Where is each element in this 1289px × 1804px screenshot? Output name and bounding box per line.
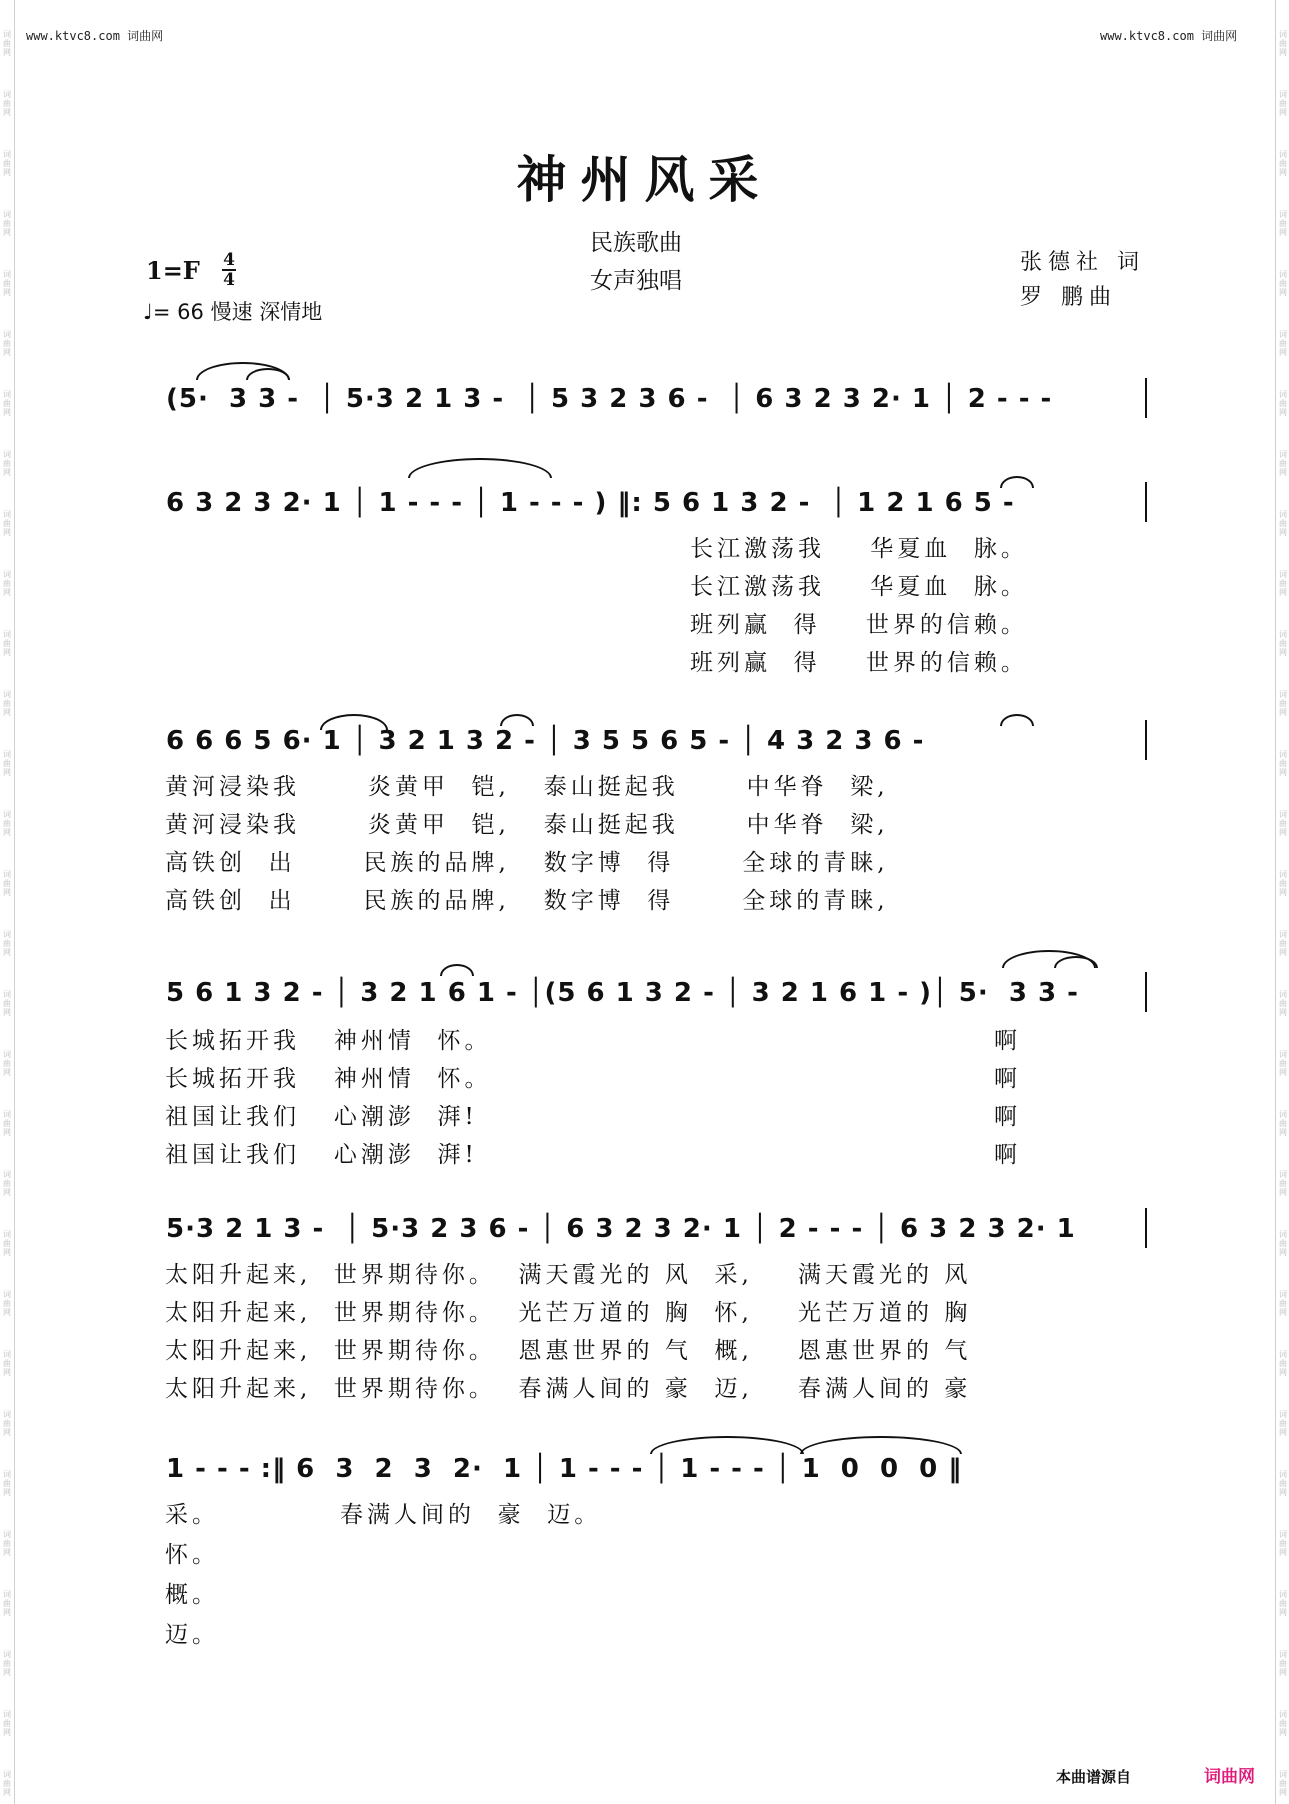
- row2-lyric-4: 班列赢 得 世界的信赖。: [690, 650, 1028, 676]
- margin-watermark-text: 词曲网: [1279, 1770, 1287, 1797]
- row5-lyric-1: 太阳升起来, 世界期待你。 满天霞光的 风 采, 满天霞光的 风: [165, 1262, 972, 1288]
- margin-watermark-text: 词曲网: [3, 330, 11, 357]
- slur-row3-a: [320, 714, 388, 730]
- margin-watermark-text: 词曲网: [1279, 30, 1287, 57]
- margin-watermark-text: 词曲网: [1279, 450, 1287, 477]
- row3-lyric-1: 黄河浸染我 炎黄甲 铠, 泰山挺起我 中华脊 梁,: [165, 774, 889, 800]
- score-row-2-notes: 6 3 2 3 2· 1 │ 1 - - - │ 1 - - - ) ‖: 5 6 1 3 2 - │ 1 2 1 6 5 -: [166, 488, 1015, 518]
- margin-watermark-text: 词曲网: [3, 630, 11, 657]
- margin-watermark-text: 词曲网: [3, 1050, 11, 1077]
- score-row-5-notes: 5·3 2 1 3 - │ 5·3 2 3 6 - │ 6 3 2 3 2· 1 │ 2 - - - │ 6 3 2 3 2· 1: [166, 1214, 1076, 1244]
- margin-watermark-text: 词曲网: [1279, 1410, 1287, 1437]
- margin-watermark-text: 词曲网: [1279, 990, 1287, 1017]
- margin-watermark-text: 词曲网: [1279, 330, 1287, 357]
- row6-lyric-4: 迈。: [165, 1622, 219, 1648]
- margin-watermark-text: 词曲网: [3, 510, 11, 537]
- margin-watermark-text: 词曲网: [3, 1530, 11, 1557]
- row4-lyric-1: 长城拓开我 神州情 怀。: [165, 1028, 492, 1054]
- margin-watermark-text: 词曲网: [3, 90, 11, 117]
- slur-row4-a: [440, 964, 474, 976]
- song-title: 神州风采: [516, 150, 773, 209]
- margin-watermark-text: 词曲网: [3, 1590, 11, 1617]
- margin-watermark-text: 词曲网: [1279, 870, 1287, 897]
- margin-watermark-text: 词曲网: [3, 930, 11, 957]
- score-row-1-notes: (5· 3 3 - │ 5·3 2 1 3 - │ 5 3 2 3 6 - │ 6 3 2 3 2· 1 │ 2 - - -: [166, 384, 1053, 414]
- row4-lyric-2: 长城拓开我 神州情 怀。: [165, 1066, 492, 1092]
- song-performance: 女声独唱: [590, 268, 682, 294]
- margin-watermark-text: 词曲网: [1279, 1470, 1287, 1497]
- score-row-3-notes: 6 6 6 5 6· 1 │ 3 2 1 3 2 - │ 3 5 5 6 5 - │ 4 3 2 3 6 -: [166, 726, 925, 756]
- row3-lyric-2: 黄河浸染我 炎黄甲 铠, 泰山挺起我 中华脊 梁,: [165, 812, 889, 838]
- margin-watermark-text: 词曲网: [3, 270, 11, 297]
- margin-watermark-text: 词曲网: [1279, 270, 1287, 297]
- left-watermark-strip: [0, 0, 15, 1804]
- row5-lyric-4: 太阳升起来, 世界期待你。 春满人间的 豪 迈, 春满人间的 豪: [165, 1376, 972, 1402]
- row3-lyric-3: 高铁创 出 民族的品牌, 数字博 得 全球的青睐,: [165, 850, 889, 876]
- row2-lyric-2: 长江激荡我 华夏血 脉。: [690, 574, 1028, 600]
- margin-watermark-text: 词曲网: [1279, 1350, 1287, 1377]
- margin-watermark-text: 词曲网: [3, 1110, 11, 1137]
- row4-lyric-3: 祖国让我们 心潮澎 湃!: [165, 1104, 478, 1130]
- margin-watermark-text: 词曲网: [1279, 1650, 1287, 1677]
- margin-watermark-text: 词曲网: [3, 870, 11, 897]
- barline-row3-end: [1145, 720, 1147, 760]
- header-url-left[interactable]: [26, 27, 163, 44]
- margin-watermark-text: 词曲网: [1279, 690, 1287, 717]
- key-signature: 1=F: [146, 256, 200, 285]
- margin-watermark-text: 词曲网: [1279, 930, 1287, 957]
- margin-watermark-text: 词曲网: [3, 750, 11, 777]
- row6-lyric-3: 概。: [165, 1582, 219, 1608]
- header-url-left-cn: 词曲网: [127, 29, 164, 43]
- slur-row3-b: [500, 714, 534, 726]
- header-url-right-text: www.ktvc8.com: [1100, 29, 1194, 43]
- score-row-4-notes: 5 6 1 3 2 - │ 3 2 1 6 1 - │(5 6 1 3 2 - │ 3 2 1 6 1 - )│ 5· 3 3 -: [166, 978, 1079, 1008]
- row4-ah-1: 啊: [994, 1028, 1021, 1054]
- row5-lyric-2: 太阳升起来, 世界期待你。 光芒万道的 胸 怀, 光芒万道的 胸: [165, 1300, 972, 1326]
- time-signature: [222, 252, 236, 288]
- row4-ah-4: 啊: [994, 1142, 1021, 1168]
- slur-row2-16: [1000, 476, 1034, 488]
- margin-watermark-text: 词曲网: [1279, 1230, 1287, 1257]
- margin-watermark-text: 词曲网: [1279, 1110, 1287, 1137]
- slur-row2-tie: [408, 458, 552, 478]
- row4-ah-3: 啊: [994, 1104, 1021, 1130]
- slur-row6-b: [800, 1436, 962, 1454]
- margin-watermark-text: 词曲网: [1279, 1170, 1287, 1197]
- barline-row1-end: [1145, 378, 1147, 418]
- margin-watermark-text: 词曲网: [1279, 1050, 1287, 1077]
- row6-end-lyric: 春满人间的 豪 迈。: [340, 1502, 602, 1528]
- margin-watermark-text: 词曲网: [3, 1170, 11, 1197]
- margin-watermark-text: 词曲网: [1279, 210, 1287, 237]
- margin-watermark-text: 词曲网: [3, 1650, 11, 1677]
- margin-watermark-text: 词曲网: [1279, 1290, 1287, 1317]
- margin-watermark-text: 词曲网: [3, 1770, 11, 1797]
- margin-watermark-text: 词曲网: [1279, 810, 1287, 837]
- margin-watermark-text: 词曲网: [1279, 390, 1287, 417]
- header-url-left-text: www.ktvc8.com: [26, 29, 120, 43]
- song-genre: 民族歌曲: [590, 230, 682, 256]
- margin-watermark-text: 词曲网: [3, 1350, 11, 1377]
- row4-ah-2: 啊: [994, 1066, 1021, 1092]
- slur-row6-a: [650, 1436, 804, 1454]
- row4-lyric-4: 祖国让我们 心潮澎 湃!: [165, 1142, 478, 1168]
- row3-lyric-4: 高铁创 出 民族的品牌, 数字博 得 全球的青睐,: [165, 888, 889, 914]
- right-watermark-strip: [1275, 0, 1289, 1804]
- barline-row2-end: [1145, 482, 1147, 522]
- margin-watermark-text: 词曲网: [3, 810, 11, 837]
- margin-watermark-text: 词曲网: [3, 1710, 11, 1737]
- barline-row5-end: [1145, 1208, 1147, 1248]
- slur-row3-c: [1000, 714, 1034, 726]
- barline-row4-end: [1145, 972, 1147, 1012]
- composer-credit: 罗 鹏曲: [1020, 285, 1117, 310]
- footer-source-label: 本曲谱源自: [1056, 1768, 1132, 1786]
- margin-watermark-text: 词曲网: [3, 690, 11, 717]
- margin-watermark-text: 词曲网: [3, 1470, 11, 1497]
- margin-watermark-text: 词曲网: [3, 570, 11, 597]
- margin-watermark-text: 词曲网: [3, 450, 11, 477]
- row2-lyric-1: 长江激荡我 华夏血 脉。: [690, 536, 1028, 562]
- header-url-right-cn: 词曲网: [1201, 29, 1238, 43]
- margin-watermark-text: 词曲网: [3, 1290, 11, 1317]
- row2-lyric-3: 班列赢 得 世界的信赖。: [690, 612, 1028, 638]
- margin-watermark-text: 词曲网: [1279, 150, 1287, 177]
- tempo-marking: ♩= 66 慢速 深情地: [143, 300, 323, 324]
- lyricist-credit: 张德社 词: [1020, 250, 1145, 275]
- margin-watermark-text: 词曲网: [1279, 1590, 1287, 1617]
- margin-watermark-text: 词曲网: [1279, 90, 1287, 117]
- margin-watermark-text: 词曲网: [3, 390, 11, 417]
- margin-watermark-text: 词曲网: [1279, 630, 1287, 657]
- margin-watermark-text: 词曲网: [1279, 1710, 1287, 1737]
- margin-watermark-text: 词曲网: [3, 990, 11, 1017]
- row5-lyric-3: 太阳升起来, 世界期待你。 恩惠世界的 气 概, 恩惠世界的 气: [165, 1338, 972, 1364]
- header-url-right[interactable]: [1100, 27, 1237, 44]
- margin-watermark-text: 词曲网: [1279, 750, 1287, 777]
- margin-watermark-text: 词曲网: [3, 210, 11, 237]
- time-bottom: 4: [223, 270, 235, 290]
- margin-watermark-text: 词曲网: [1279, 1530, 1287, 1557]
- time-top: 4: [223, 250, 235, 270]
- margin-watermark-text: 词曲网: [3, 1410, 11, 1437]
- margin-watermark-text: 词曲网: [3, 1230, 11, 1257]
- margin-watermark-text: 词曲网: [1279, 510, 1287, 537]
- score-row-6-notes: 1 - - - :‖ 6 3 2 3 2· 1 │ 1 - - - │ 1 - - - │ 1 0 0 0 ‖: [166, 1454, 963, 1484]
- row6-lyric-1: 采。: [165, 1502, 219, 1528]
- row6-lyric-2: 怀。: [165, 1542, 219, 1568]
- margin-watermark-text: 词曲网: [3, 150, 11, 177]
- margin-watermark-text: 词曲网: [1279, 570, 1287, 597]
- footer-source-site[interactable]: 词曲网: [1204, 1767, 1255, 1787]
- margin-watermark-text: 词曲网: [3, 30, 11, 57]
